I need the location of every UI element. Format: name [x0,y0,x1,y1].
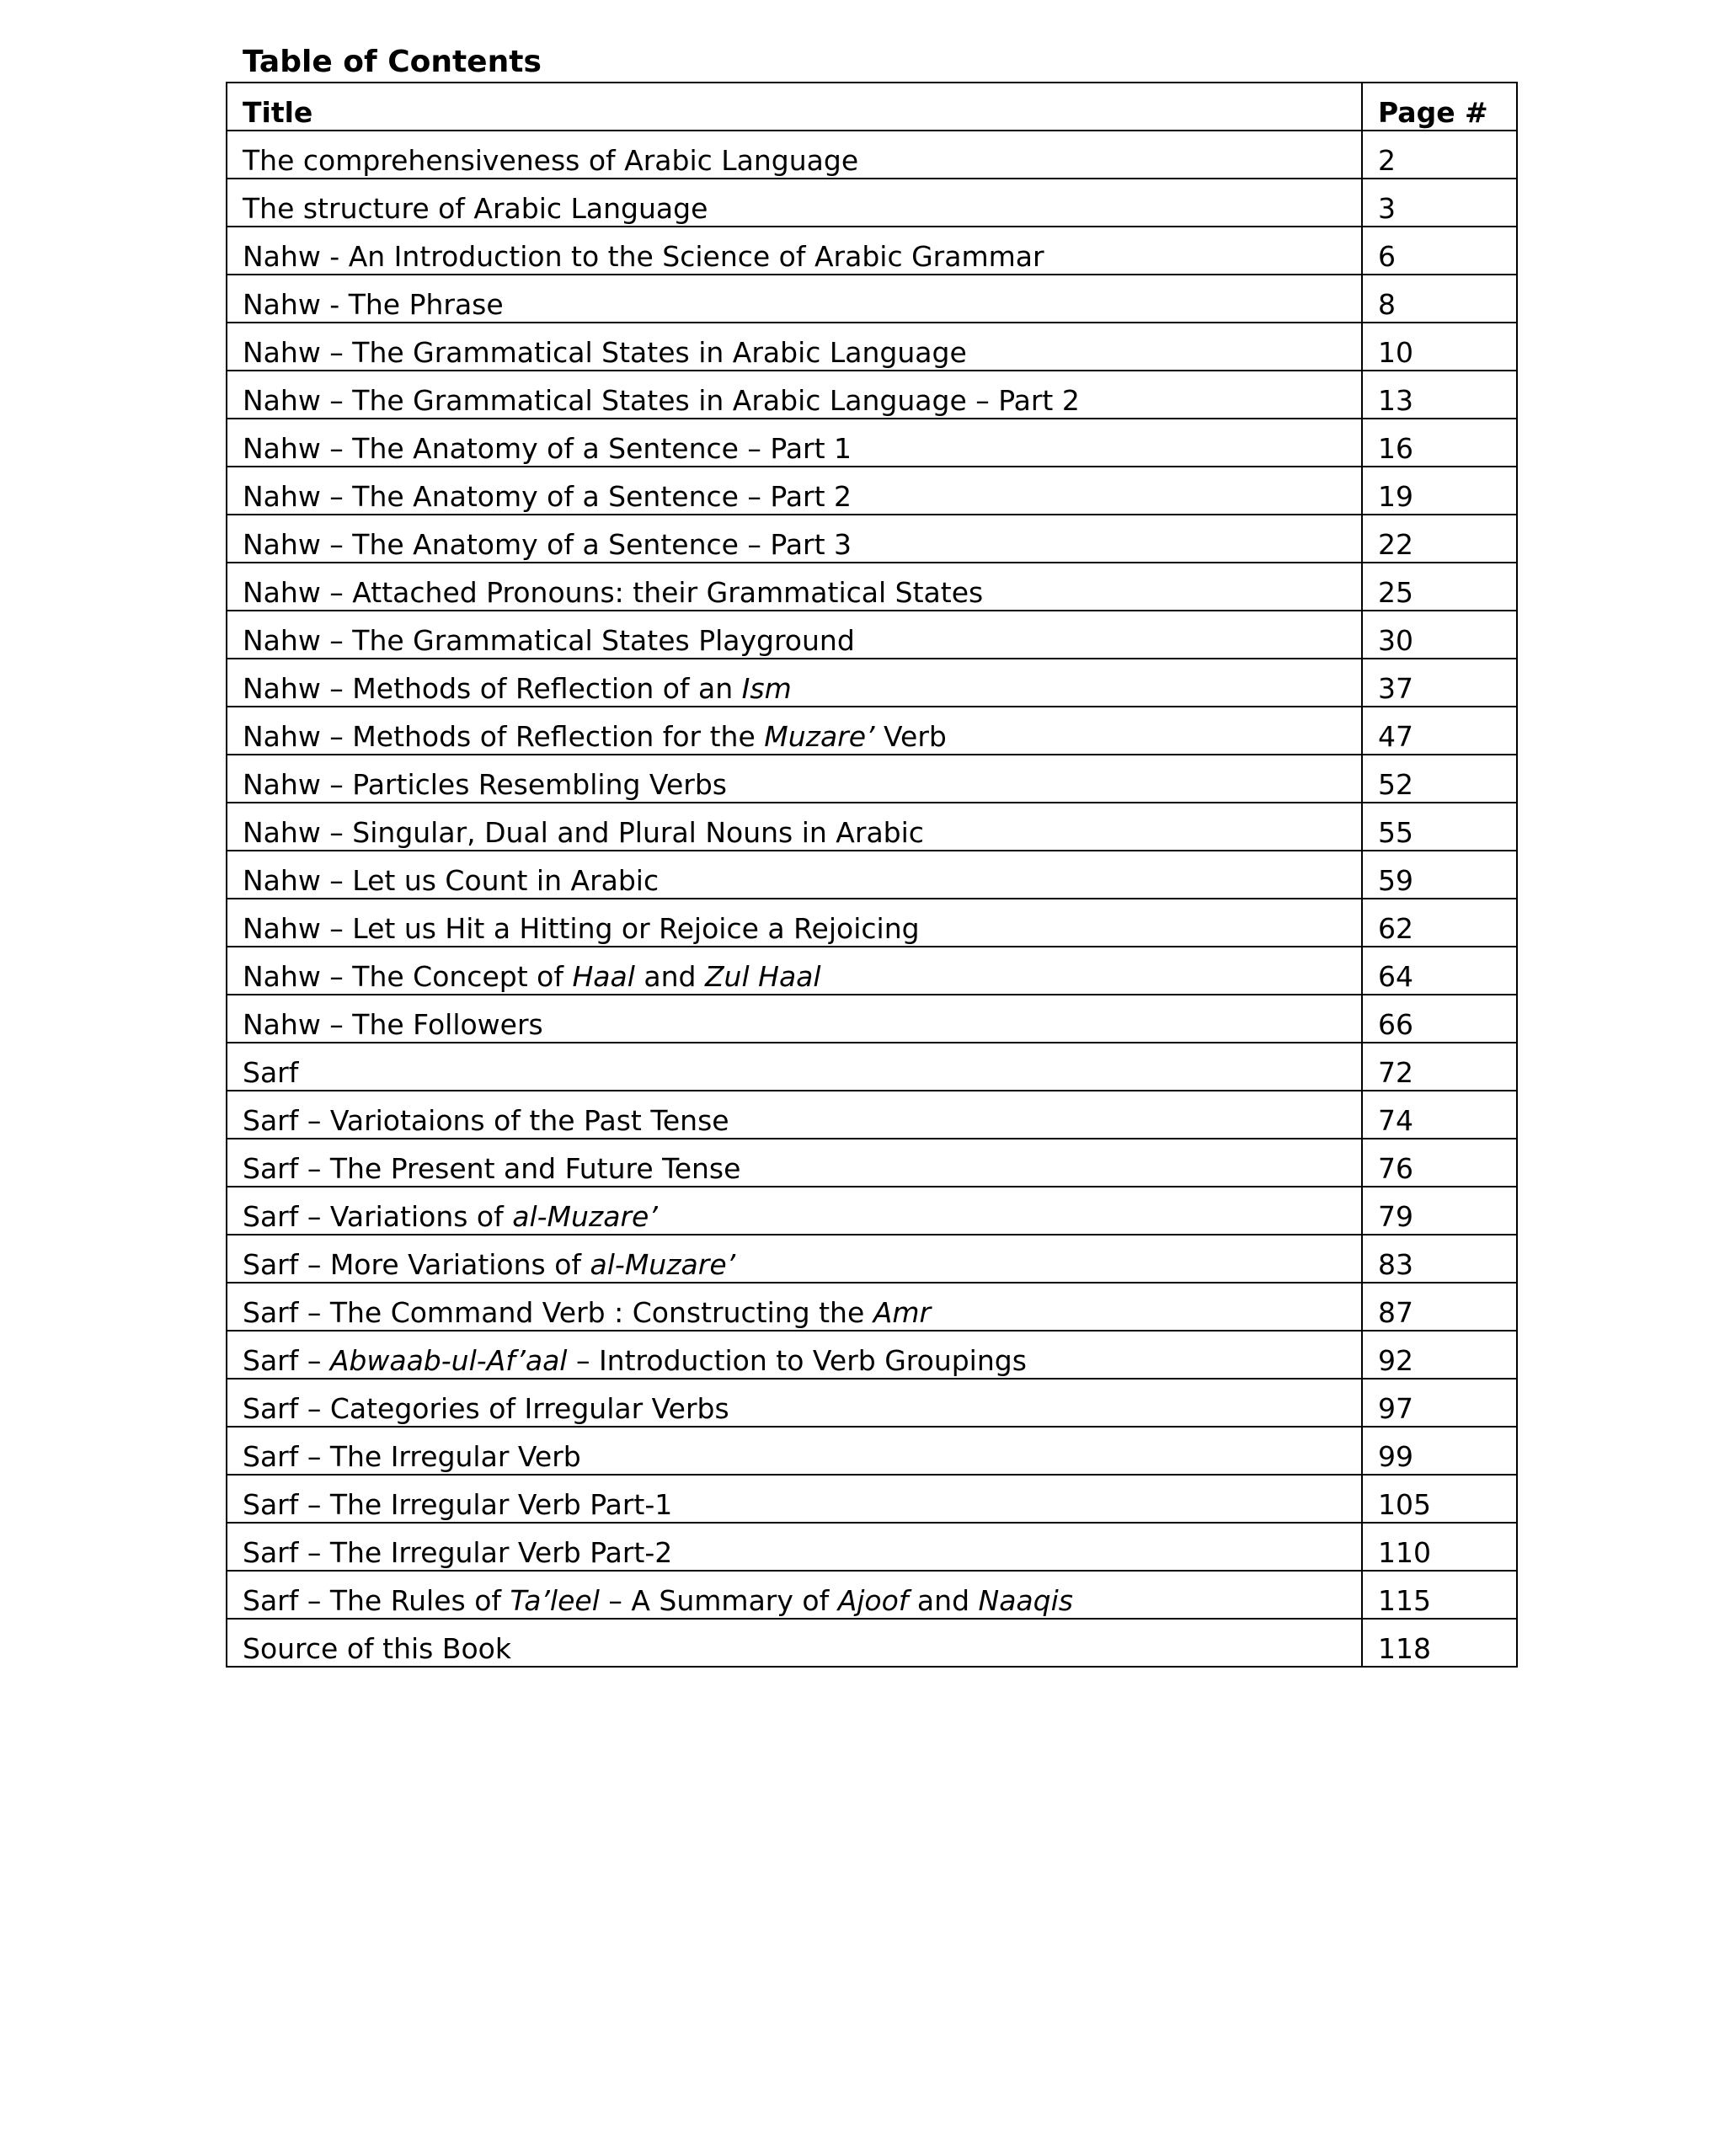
entry-title [227,1475,1362,1523]
entry-title-segment: Nahw – Methods of Reflection of an [243,672,742,705]
entry-title [227,467,1362,515]
entry-page-number: 74 [1362,1091,1517,1139]
toc-body [227,131,1517,1667]
entry-title-segment: Nahw – The Grammatical States in Arabic Language – Part 2 [243,384,1080,417]
entry-title [227,1427,1362,1475]
entry-title [227,899,1362,947]
table-row [227,131,1517,179]
entry-title [227,323,1362,371]
entry-page-number: 110 [1362,1523,1517,1571]
entry-title [227,563,1362,611]
entry-title [227,1235,1362,1283]
entry-title [227,1283,1362,1331]
entry-title-segment: Nahw – Let us Count in Arabic [243,864,660,897]
entry-page-number: 22 [1362,515,1517,563]
table-row [227,1283,1517,1331]
entry-page-number: 52 [1362,755,1517,803]
entry-page-number: 8 [1362,275,1517,323]
entry-page-number: 83 [1362,1235,1517,1283]
entry-page-number: 19 [1362,467,1517,515]
entry-title-segment: Nahw – Singular, Dual and Plural Nouns in Arabic [243,816,924,849]
entry-title [227,995,1362,1043]
entry-title [227,755,1362,803]
entry-title-italic-segment: Muzare’ [764,720,875,753]
entry-title [227,371,1362,419]
table-row [227,227,1517,275]
entry-page-number: 72 [1362,1043,1517,1091]
entry-title [227,1187,1362,1235]
entry-page-number: 99 [1362,1427,1517,1475]
entry-title-italic-segment: Amr [873,1296,932,1329]
entry-title-segment: Sarf – Variotaions of the Past Tense [243,1104,729,1137]
table-row [227,995,1517,1043]
entry-title-segment: and [634,960,705,993]
entry-page-number: 105 [1362,1475,1517,1523]
entry-page-number: 76 [1362,1139,1517,1187]
table-row [227,563,1517,611]
entry-title [227,179,1362,227]
table-row [227,275,1517,323]
table-row [227,1379,1517,1427]
entry-page-number: 64 [1362,947,1517,995]
entry-title-italic-segment: Zul Haal [704,960,821,993]
table-row [227,1571,1517,1619]
entry-title-segment: – Introduction to Verb Groupings [567,1344,1027,1377]
table-row [227,1235,1517,1283]
table-row [227,1427,1517,1475]
entry-title-segment: Sarf – [243,1344,330,1377]
entry-page-number: 115 [1362,1571,1517,1619]
entry-title-italic-segment: Ajoof [837,1584,909,1617]
entry-page-number: 37 [1362,659,1517,707]
table-row [227,1331,1517,1379]
entry-page-number: 118 [1362,1619,1517,1667]
entry-page-number: 59 [1362,851,1517,899]
table-row [227,1475,1517,1523]
entry-title-segment: Nahw – The Anatomy of a Sentence – Part 2 [243,480,852,513]
entry-page-number: 6 [1362,227,1517,275]
table-row [227,1523,1517,1571]
table-row [227,803,1517,851]
entry-title-italic-segment: Naaqis [978,1584,1073,1617]
entry-title [227,419,1362,467]
toc-header-row [227,83,1517,131]
entry-title-italic-segment: al-Muzare’ [512,1200,658,1233]
entry-title-segment: Nahw – The Concept of [243,960,573,993]
entry-title-segment: The comprehensiveness of Arabic Language [243,144,859,177]
entry-page-number: 30 [1362,611,1517,659]
table-row [227,947,1517,995]
entry-page-number: 79 [1362,1187,1517,1235]
entry-title-segment: Sarf – The Irregular Verb Part-2 [243,1536,673,1569]
table-row [227,755,1517,803]
entry-title [227,707,1362,755]
entry-title [227,659,1362,707]
entry-title [227,1571,1362,1619]
entry-title-segment: Nahw – The Followers [243,1008,543,1041]
entry-title [227,515,1362,563]
entry-page-number: 10 [1362,323,1517,371]
entry-title [227,611,1362,659]
table-row [227,323,1517,371]
entry-title [227,131,1362,179]
table-row [227,179,1517,227]
entry-title-italic-segment: Abwaab-ul-Af’aal [329,1344,568,1377]
entry-page-number: 2 [1362,131,1517,179]
title-column-header: Title [227,83,1362,131]
entry-title-segment: Sarf – Categories of Irregular Verbs [243,1392,729,1425]
entry-title-segment: Nahw – The Grammatical States Playground [243,624,855,657]
entry-page-number: 16 [1362,419,1517,467]
entry-title-segment: Sarf – The Irregular Verb Part-1 [243,1488,673,1521]
table-row [227,515,1517,563]
entry-page-number: 13 [1362,371,1517,419]
entry-title-segment: Sarf – More Variations of [243,1248,590,1281]
entry-page-number: 66 [1362,995,1517,1043]
entry-page-number: 92 [1362,1331,1517,1379]
entry-title [227,1139,1362,1187]
entry-title-segment: The structure of Arabic Language [243,192,708,225]
table-row [227,1619,1517,1667]
entry-title-segment: Verb [874,720,947,753]
entry-title-segment: Sarf – The Present and Future Tense [243,1152,741,1185]
entry-page-number: 55 [1362,803,1517,851]
entry-title-italic-segment: al-Muzare’ [590,1248,736,1281]
table-row [227,851,1517,899]
entry-title [227,851,1362,899]
entry-title [227,1043,1362,1091]
table-row [227,1187,1517,1235]
entry-page-number: 87 [1362,1283,1517,1331]
table-row [227,1139,1517,1187]
entry-title-segment: Sarf – Variations of [243,1200,513,1233]
entry-title [227,275,1362,323]
entry-title [227,1379,1362,1427]
entry-title-segment: – A Summary of [599,1584,838,1617]
entry-title-segment: Sarf – The Command Verb : Constructing the [243,1296,873,1329]
entry-title-segment: Nahw – The Anatomy of a Sentence – Part 1 [243,432,852,465]
entry-title-italic-segment: Haal [572,960,635,993]
table-row [227,1091,1517,1139]
entry-title [227,227,1362,275]
entry-title-segment: and [908,1584,979,1617]
page-column-header: Page # [1362,83,1517,131]
table-row [227,1043,1517,1091]
entry-title-italic-segment: Ism [741,672,792,705]
entry-title-segment: Source of this Book [243,1632,511,1665]
table-row [227,611,1517,659]
entry-page-number: 3 [1362,179,1517,227]
toc-table [226,82,1518,1668]
entry-page-number: 97 [1362,1379,1517,1427]
entry-title-segment: Nahw – The Anatomy of a Sentence – Part 3 [243,528,852,561]
entry-title [227,1091,1362,1139]
entry-title [227,1619,1362,1667]
entry-title-segment: Nahw - An Introduction to the Science of Arabic Grammar [243,240,1044,273]
table-row [227,371,1517,419]
table-row [227,707,1517,755]
entry-title-segment: Nahw – Let us Hit a Hitting or Rejoice a Rejoicing [243,912,920,945]
entry-title-segment: Nahw – Particles Resembling Verbs [243,768,727,801]
entry-title [227,947,1362,995]
entry-title-segment: Sarf – The Irregular Verb [243,1440,581,1473]
entry-title-italic-segment: Ta’leel [510,1584,600,1617]
entry-title-segment: Nahw – The Grammatical States in Arabic Language [243,336,967,369]
entry-page-number: 62 [1362,899,1517,947]
entry-page-number: 47 [1362,707,1517,755]
entry-title-segment: Nahw – Attached Pronouns: their Grammatical States [243,576,984,609]
entry-title [227,803,1362,851]
entry-title [227,1523,1362,1571]
page-title: Table of Contents [243,45,542,79]
table-row [227,899,1517,947]
entry-title-segment: Nahw - The Phrase [243,288,504,321]
entry-page-number: 25 [1362,563,1517,611]
entry-title-segment: Sarf [243,1056,299,1089]
entry-title-segment: Nahw – Methods of Reflection for the [243,720,765,753]
table-row [227,659,1517,707]
entry-title-segment: Sarf – The Rules of [243,1584,510,1617]
table-row [227,467,1517,515]
entry-title [227,1331,1362,1379]
table-row [227,419,1517,467]
